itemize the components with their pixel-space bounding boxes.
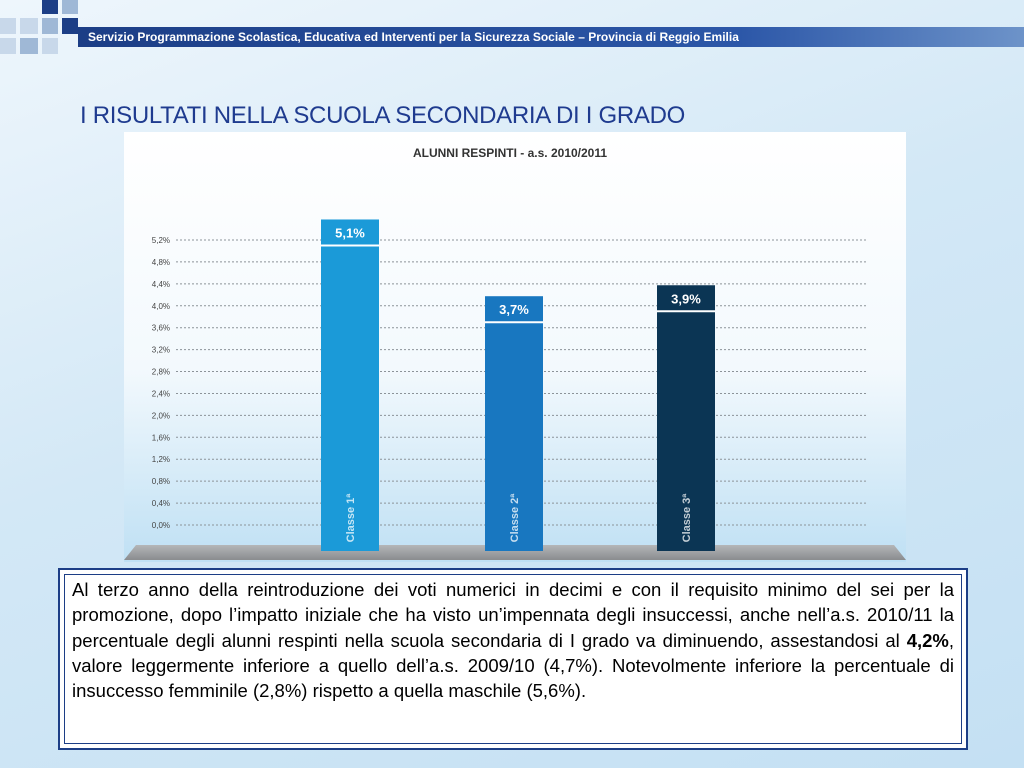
decor-square	[42, 38, 58, 54]
caption-highlight-value: 4,2%	[906, 629, 949, 651]
decor-square	[62, 0, 78, 14]
y-tick-label: 0,0%	[151, 521, 170, 530]
bar-chart	[124, 132, 906, 562]
caption-text	[72, 577, 954, 703]
y-tick-label: 4,4%	[151, 279, 170, 289]
y-tick-label: 1,2%	[151, 455, 170, 465]
decor-square	[0, 18, 16, 34]
y-tick-label: 5,2%	[151, 236, 170, 245]
y-tick-label: 1,6%	[151, 433, 170, 443]
header-banner-text: Servizio Programmazione Scolastica, Educativa ed Interventi per la Sicurezza Sociale – Provincia di Reggio Emilia	[88, 30, 739, 44]
y-tick-label: 4,0%	[151, 301, 170, 311]
y-tick-label: 2,8%	[151, 367, 170, 377]
decor-square	[20, 38, 38, 54]
category-label: Classe 3ª	[681, 493, 693, 543]
decor-square	[42, 18, 58, 34]
decor-square	[0, 38, 16, 54]
caption-box	[58, 568, 968, 750]
y-tick-label: 2,4%	[151, 389, 170, 399]
slide-title: I RISULTATI NELLA SCUOLA SECONDARIA DI I GRADO	[80, 102, 686, 129]
bar-value-label: 3,7%	[499, 302, 529, 318]
decor-square	[20, 18, 38, 34]
y-tick-label: 4,8%	[151, 257, 170, 267]
y-tick-label: 2,0%	[151, 411, 170, 421]
category-label: Classe 2ª	[509, 493, 521, 543]
bar-value-label: 5,1%	[335, 225, 365, 241]
chart-title: ALUNNI RESPINTI - a.s. 2010/2011	[412, 146, 608, 160]
y-tick-label: 3,6%	[151, 323, 170, 333]
decor-square	[42, 0, 58, 14]
y-tick-label: 0,4%	[151, 499, 170, 509]
y-tick-label: 0,8%	[151, 477, 170, 487]
caption-text-start: Al terzo anno della reintroduzione dei voti numerici in decimi e con il requisito minimo del sei per la promozione, dopo l’impatto iniziale che ha visto un’impennata degli insuccessi, anche nell’a.s. 2010/11 la percentuale degli alunni respinti nella scuola secondaria di I grado va diminuendo, assestandosi al	[72, 579, 954, 651]
caption-text-end: , valore leggermente inferiore a quello dell’a.s. 2009/10 (4,7%). Notevolmente inferiore la percentuale di insuccesso femminile (2,8%) rispetto a quella maschile (5,6%).	[72, 629, 954, 702]
bar-value-label: 3,9%	[671, 291, 701, 307]
y-tick-label: 3,2%	[151, 345, 170, 355]
category-label: Classe 1ª	[345, 493, 357, 543]
chart-panel	[124, 132, 906, 562]
decor-square	[62, 18, 78, 34]
